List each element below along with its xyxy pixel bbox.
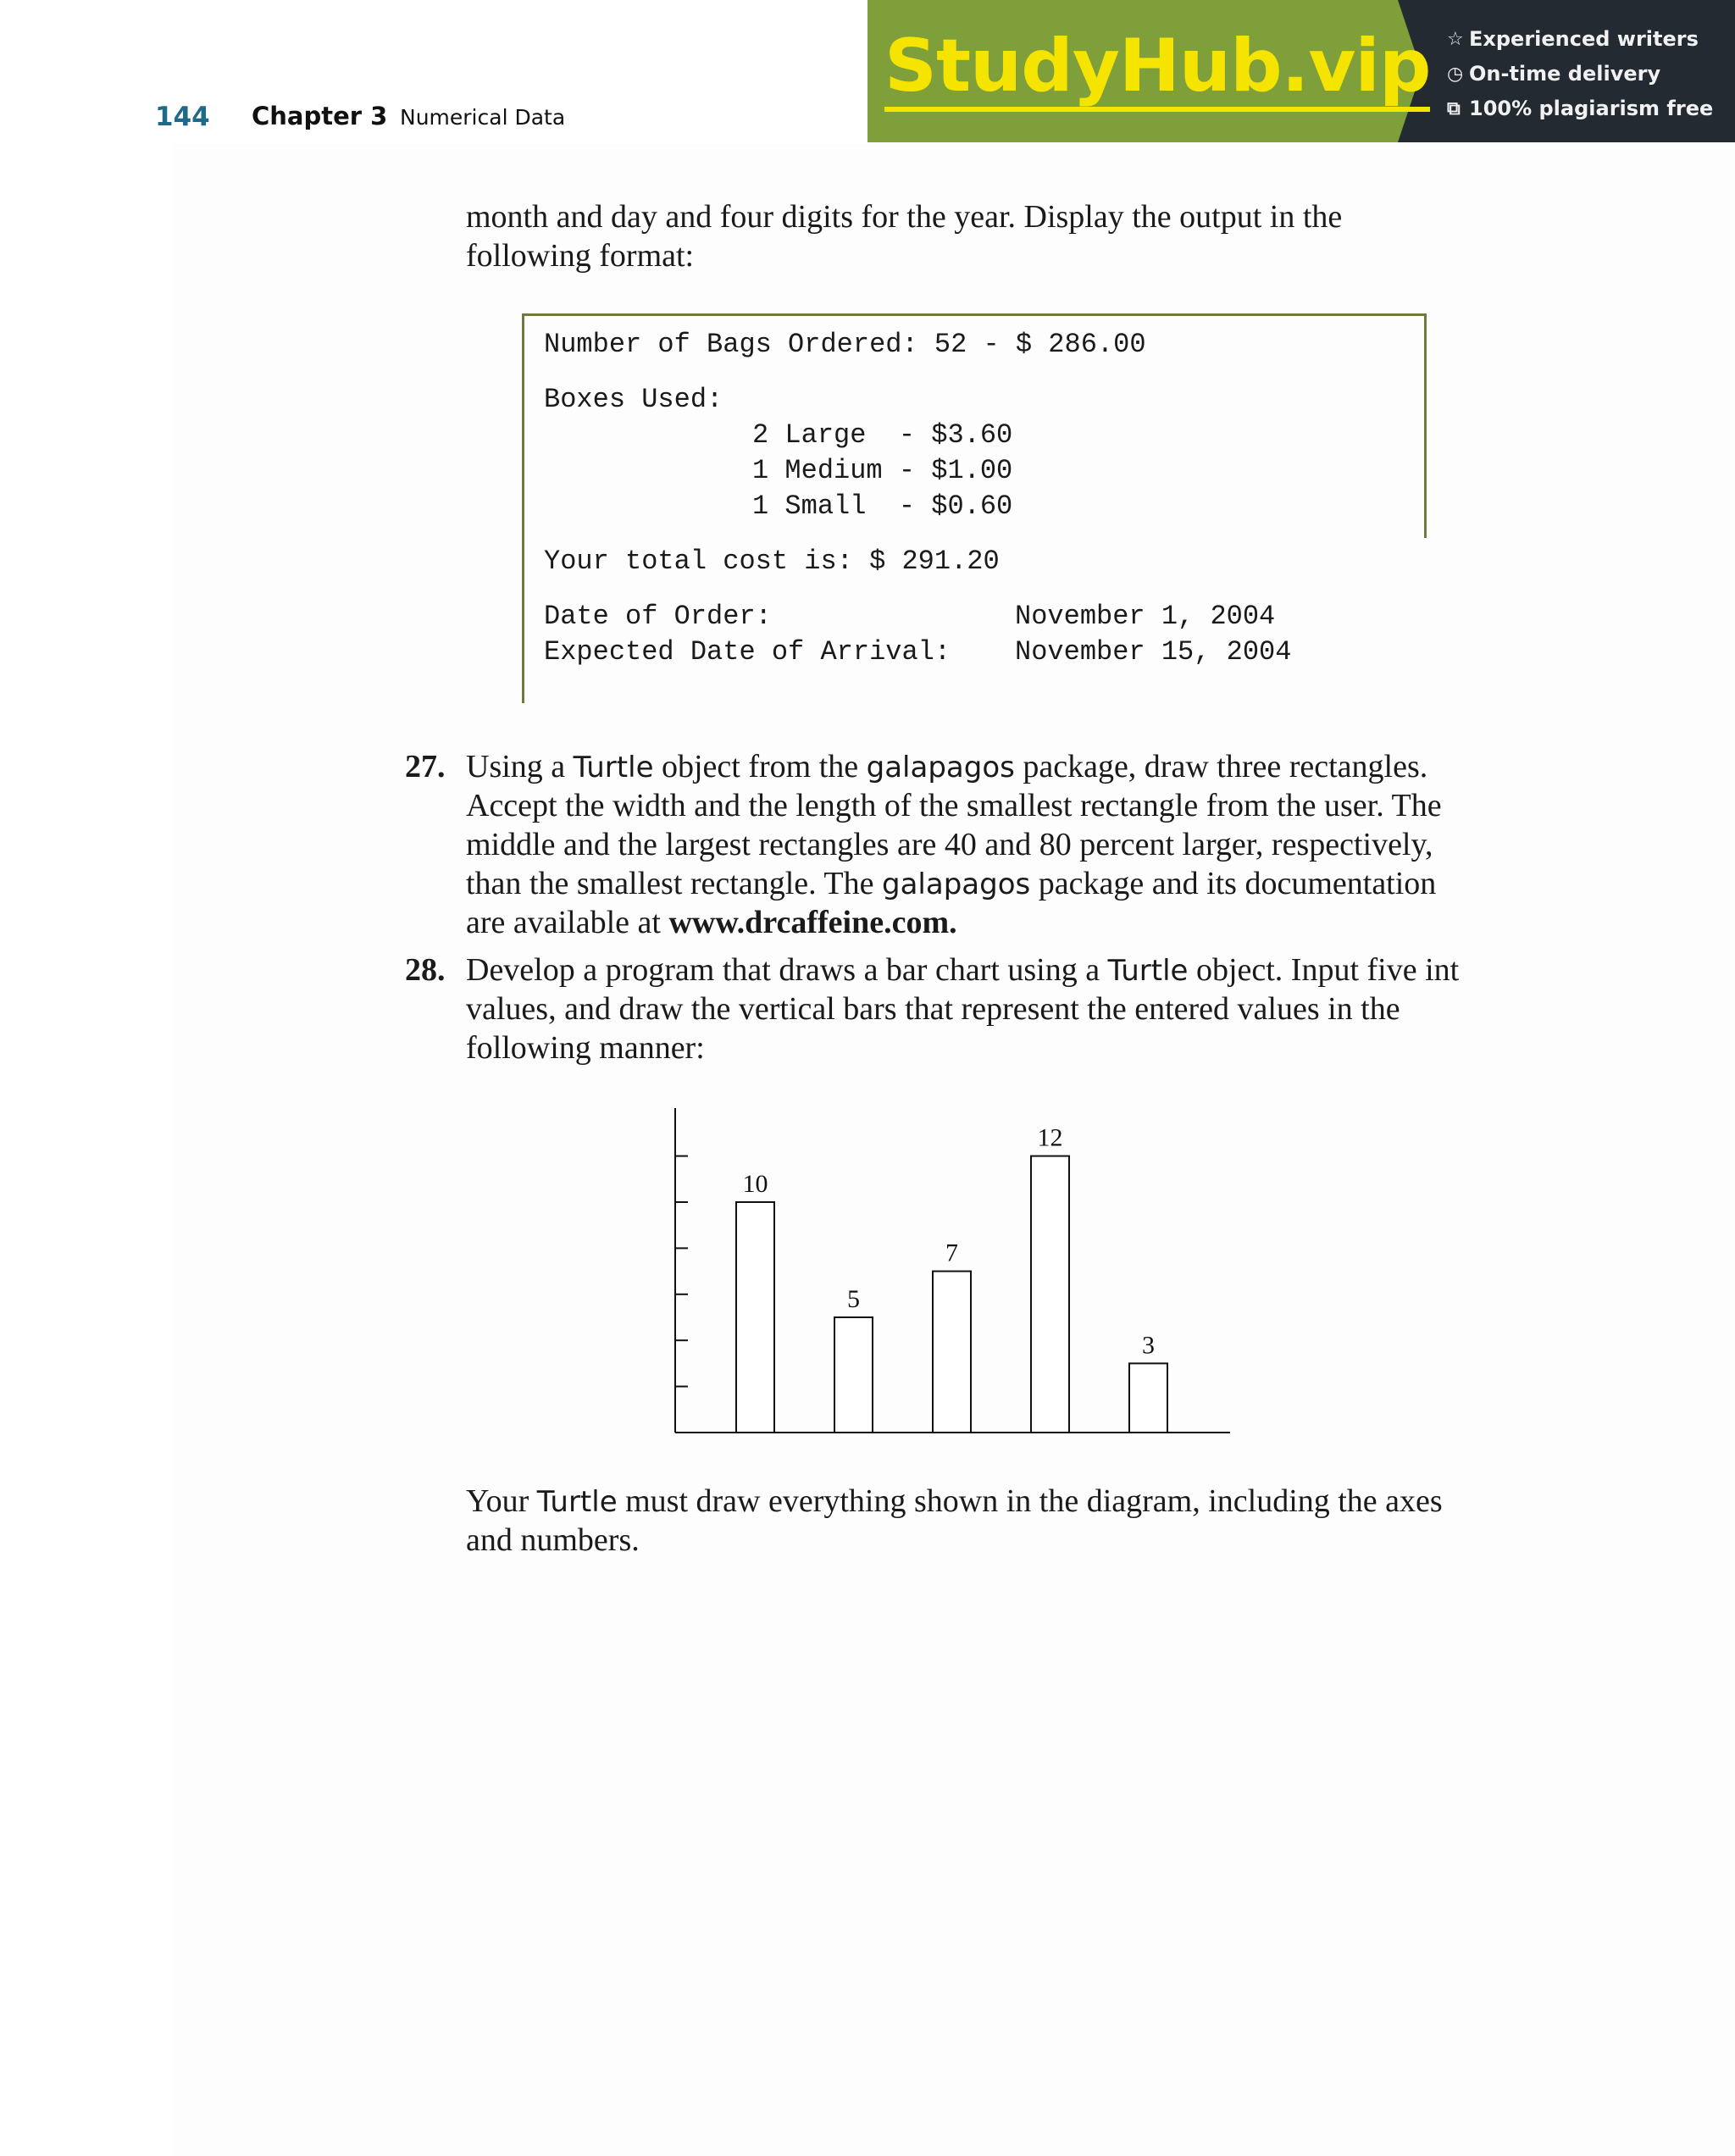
bar	[736, 1202, 774, 1433]
intro-line: month and day and four digits for the year. Display the output in the	[466, 199, 1343, 235]
brand-logo[interactable]: StudyHub.vip	[884, 25, 1430, 112]
code-term: Turtle	[536, 1485, 618, 1519]
exercise-28-line: following manner:	[466, 1030, 705, 1066]
perk-label: 100% plagiarism free	[1469, 97, 1714, 120]
box-border	[1424, 313, 1427, 538]
box-line: 1 Medium - $1.00	[752, 455, 1013, 486]
bar-chart	[661, 1101, 1254, 1440]
perk-item	[1447, 91, 1713, 126]
perk-item	[1447, 57, 1713, 91]
total-line: Your total cost is: $ 291.20	[544, 546, 1000, 577]
copy-icon: ⧉	[1447, 98, 1461, 119]
exercise-27-line: Using a Turtle object from the galapagos package, draw three rectangles.	[466, 749, 1428, 784]
bar-value-label: 12	[1037, 1123, 1063, 1152]
exercise-28-line: Develop a program that draws a bar chart using a Turtle object. Input five int	[466, 952, 1460, 988]
exercise-number: 27.	[405, 749, 446, 784]
bar-value-label: 10	[742, 1170, 768, 1198]
exercise-28-line: values, and draw the vertical bars that represent the entered values in the	[466, 991, 1400, 1027]
star-icon: ☆	[1447, 29, 1464, 50]
bar	[1031, 1156, 1069, 1433]
arrival-date-label: Expected Date of Arrival:	[544, 636, 951, 668]
perk-item	[1447, 22, 1713, 57]
code-term: Turtle	[573, 751, 654, 784]
code-term: galapagos	[866, 751, 1015, 784]
perks-list	[1447, 22, 1713, 126]
order-date-value: November 1, 2004	[1015, 601, 1276, 632]
bar-value-label: 5	[847, 1285, 860, 1313]
bags-line: Number of Bags Ordered: 52 - $ 286.00	[544, 329, 1146, 360]
box-line: 1 Small - $0.60	[752, 491, 1013, 522]
exercise-27-line: Accept the width and the length of the smallest rectangle from the user. The	[466, 788, 1442, 823]
bar	[933, 1272, 971, 1433]
chapter-label: Chapter 3	[252, 102, 388, 130]
code-term: galapagos	[882, 867, 1031, 901]
bar	[834, 1317, 873, 1433]
bar-value-label: 7	[945, 1239, 958, 1267]
clock-icon: ◷	[1447, 64, 1464, 85]
page-number: 144	[155, 102, 210, 132]
code-term: Turtle	[1107, 954, 1189, 988]
exercise-27-line: are available at www.drcaffeine.com.	[466, 905, 957, 940]
order-date-label: Date of Order:	[544, 601, 772, 632]
closing-line: and numbers.	[466, 1522, 640, 1558]
perk-label: Experienced writers	[1469, 27, 1699, 51]
exercise-27-line: than the smallest rectangle. The galapagos package and its documentation	[466, 866, 1437, 901]
exercise-number: 28.	[405, 952, 446, 988]
url-link[interactable]: www.drcaffeine.com.	[668, 905, 957, 940]
closing-line: Your Turtle must draw everything shown in the diagram, including the axes	[466, 1483, 1443, 1519]
bar-value-label: 3	[1142, 1331, 1155, 1360]
arrival-date-value: November 15, 2004	[1015, 636, 1292, 668]
section-title: Numerical Data	[400, 105, 566, 130]
box-line: 2 Large - $3.60	[752, 419, 1013, 451]
boxes-label: Boxes Used:	[544, 384, 723, 415]
bar	[1129, 1363, 1167, 1433]
intro-line: following format:	[466, 238, 695, 274]
exercise-27-line: middle and the largest rectangles are 40 and 80 percent larger, respectively,	[466, 827, 1433, 862]
perk-label: On-time delivery	[1469, 62, 1661, 86]
